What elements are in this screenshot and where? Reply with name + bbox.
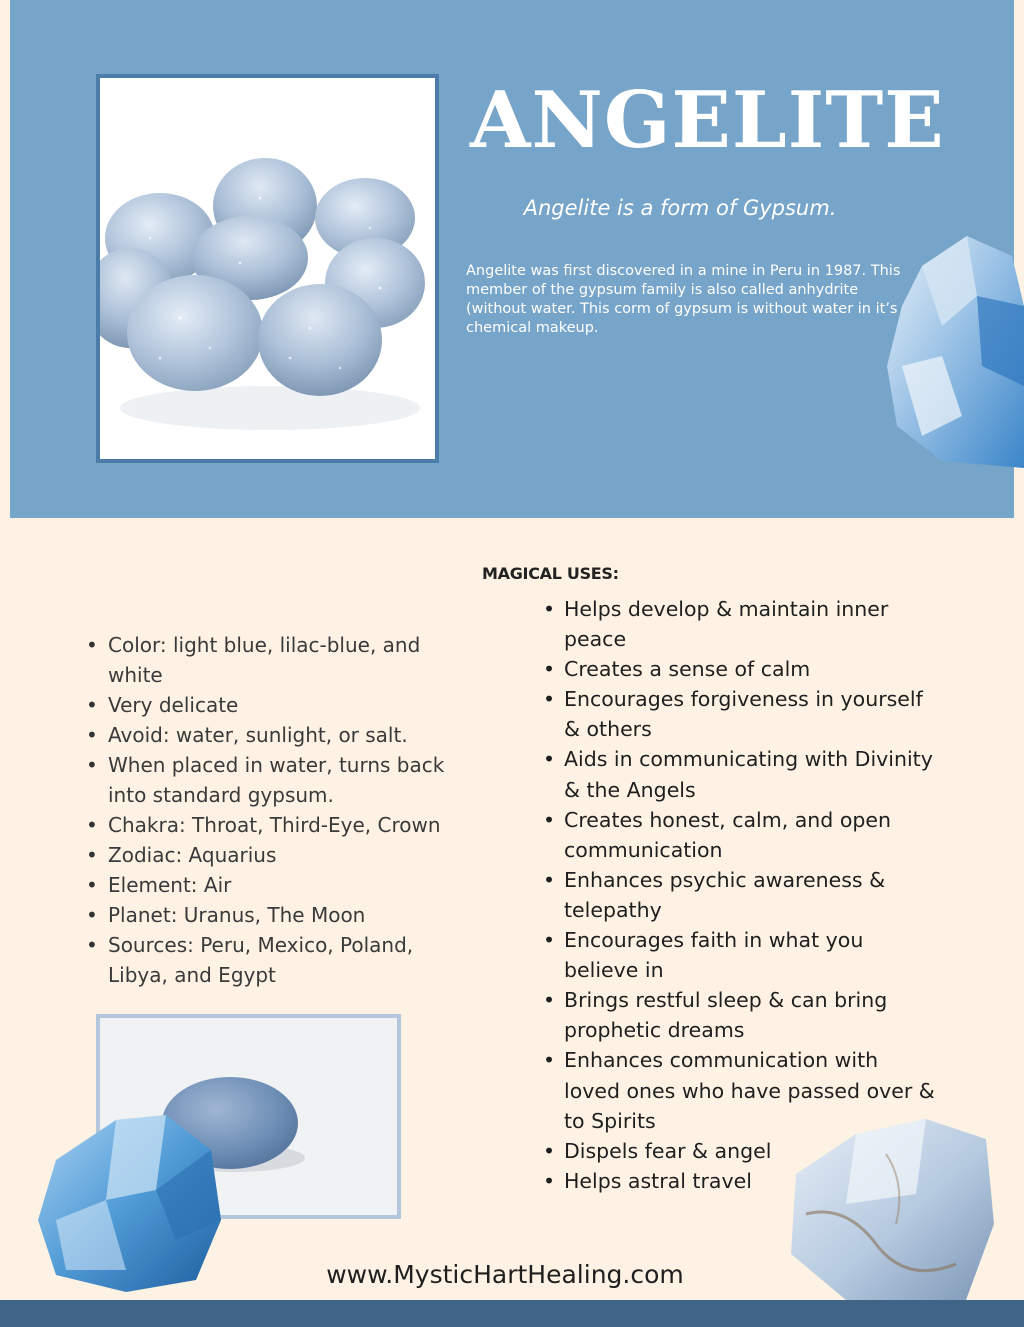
subtitle: Angelite is a form of Gypsum. (523, 196, 837, 220)
tumbled-stones-photo (96, 74, 439, 463)
list-item: • Very delicate (108, 690, 478, 720)
tumbled-stones-image (100, 78, 435, 459)
list-item: • Avoid: water, sunlight, or salt. (108, 720, 478, 750)
list-item: • Zodiac: Aquarius (108, 840, 478, 870)
properties-list (84, 630, 478, 990)
intro-paragraph: Angelite was first discovered in a mine in Peru in 1987. This member of the gypsum family is also called anhydrite (without water. This corm of gypsum is without water in it’s chemical makeup. (466, 263, 901, 336)
list-item: • Creates a sense of calm (564, 654, 936, 684)
list-item: • Sources: Peru, Mexico, Poland, Libya, and Egypt (108, 930, 478, 990)
footer-band (0, 1300, 1024, 1327)
list-item: • Encourages forgiveness in yourself & others (564, 684, 936, 744)
list-item: • Helps develop & maintain inner peace (564, 594, 936, 654)
list-item: • Encourages faith in what you believe in (564, 925, 936, 985)
list-item: • Enhances psychic awareness & telepathy (564, 865, 936, 925)
list-item: • Color: light blue, lilac-blue, and white (108, 630, 478, 690)
list-item: • Enhances communication with loved ones who have passed over & to Spirits (564, 1045, 936, 1135)
list-item: • Chakra: Throat, Third-Eye, Crown (108, 810, 478, 840)
website-url: www.MysticHartHealing.com (326, 1260, 684, 1289)
magical-uses-heading: MAGICAL USES: (482, 564, 619, 583)
list-item: • Creates honest, calm, and open communication (564, 805, 936, 865)
list-item: • When placed in water, turns back into standard gypsum. (108, 750, 478, 810)
list-item: • Planet: Uranus, The Moon (108, 900, 478, 930)
page-title: ANGELITE (470, 75, 945, 166)
list-item: • Brings restful sleep & can bring prophetic dreams (564, 985, 936, 1045)
page-margin-left (0, 0, 10, 518)
blue-crystal-image (882, 236, 1024, 468)
list-item: • Helps astral travel (564, 1166, 936, 1196)
list-item: • Element: Air (108, 870, 478, 900)
list-item: • Dispels fear & angel (564, 1136, 936, 1166)
blue-crystal-cluster-image (36, 1110, 226, 1292)
raw-angelite-image (786, 1114, 996, 1300)
list-item: • Aids in communicating with Divinity & the Angels (564, 744, 936, 804)
magical-uses-list (542, 594, 936, 1196)
